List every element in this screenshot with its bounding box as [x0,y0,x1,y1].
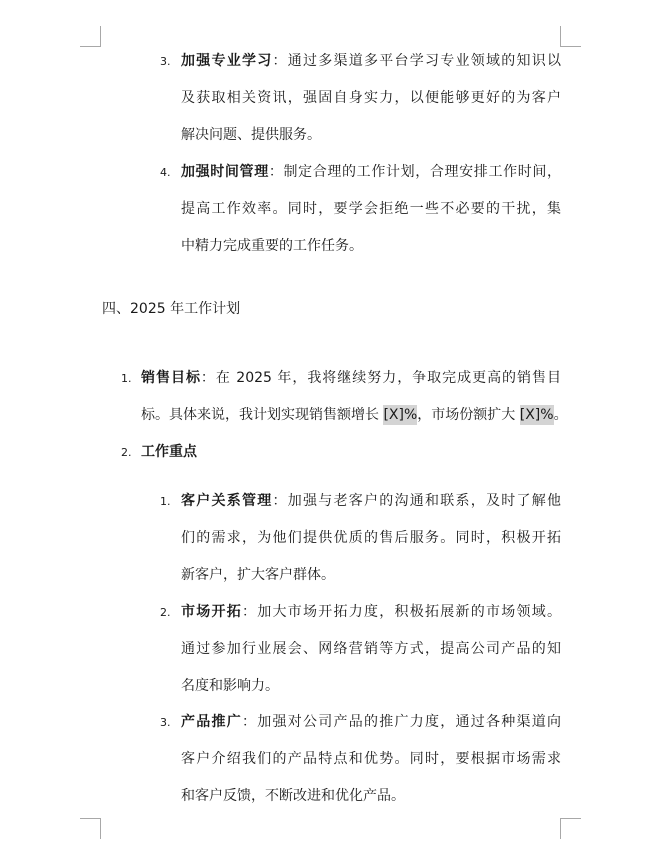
crop-mark-top-right [560,26,581,47]
text-line [181,483,561,520]
item-text: ：加强与老客户的沟通和联系，及时了解他 [272,493,561,509]
text-line: 通过参加行业展会、网络营销等方式，提高公司产品的知 [181,641,561,657]
item-text: ：加强对公司产品的推广力度，通过各种渠道向 [242,714,561,730]
list-number: 1. [121,372,132,385]
item-title: 市场开拓 [181,604,242,620]
list-item-text [181,483,561,594]
list-item-text [141,434,561,471]
text-line [141,397,568,434]
text-line [181,704,561,741]
list-number: 4. [160,166,171,179]
text-line: 提高工作效率。同时，要学会拒绝一些不必要的干扰，集 [181,201,561,217]
crop-mark-bottom-left [80,818,101,839]
list-item-text [181,154,561,265]
item-text: 标。具体来说，我计划实现销售额增长 [141,407,379,423]
text-line: 新客户，扩大客户群体。 [181,567,335,583]
text-line: 和客户反馈，不断改进和优化产品。 [181,788,405,804]
item-text: ：加大市场开拓力度，积极拓展新的市场领域。 [242,604,561,620]
list-item-text [141,360,568,434]
item-title: 加强时间管理 [181,164,269,180]
crop-mark-bottom-right [560,818,581,839]
text-line [181,594,561,631]
list-item-text [181,43,561,154]
item-title: 加强专业学习 [181,53,273,69]
text-line [181,154,561,191]
item-title: 工作重点 [141,444,197,460]
item-text: ：在 2025 年，我将继续努力，争取完成更高的销售目 [200,370,562,386]
text-line: 们的需求，为他们提供优质的售后服务。同时，积极开拓 [181,530,561,546]
list-number: 3. [160,55,171,68]
list-number: 1. [160,495,171,508]
placeholder-field[interactable]: [X]% [519,407,554,423]
text-line [141,434,561,471]
text-line: 名度和影响力。 [181,678,279,694]
placeholder-field[interactable]: [X]% [383,407,418,423]
item-text: ：通过多渠道多平台学习专业领域的知识以 [272,53,561,69]
section-heading: 四、2025 年工作计划 [102,301,241,317]
item-title: 产品推广 [181,714,242,730]
list-number: 2. [121,446,132,459]
text-line: 客户介绍我们的产品特点和优势。同时，要根据市场需求 [181,751,561,767]
item-text: 。 [553,407,568,423]
list-number: 2. [160,606,171,619]
item-text: ：制定合理的工作计划，合理安排工作时间， [268,164,562,180]
list-number: 3. [160,716,171,729]
text-line [181,43,561,80]
text-line: 中精力完成重要的工作任务。 [181,238,363,254]
crop-mark-top-left [80,26,101,47]
text-line [141,360,561,397]
item-text: ，市场份额扩大 [417,407,516,423]
item-title: 销售目标 [141,370,201,386]
list-item-text [181,704,561,815]
list-item-text [181,594,561,705]
text-line: 及获取相关资讯，强固自身实力，以便能够更好的为客户 [181,90,561,106]
item-title: 客户关系管理 [181,493,273,509]
text-line: 解决问题、提供服务。 [181,127,321,143]
